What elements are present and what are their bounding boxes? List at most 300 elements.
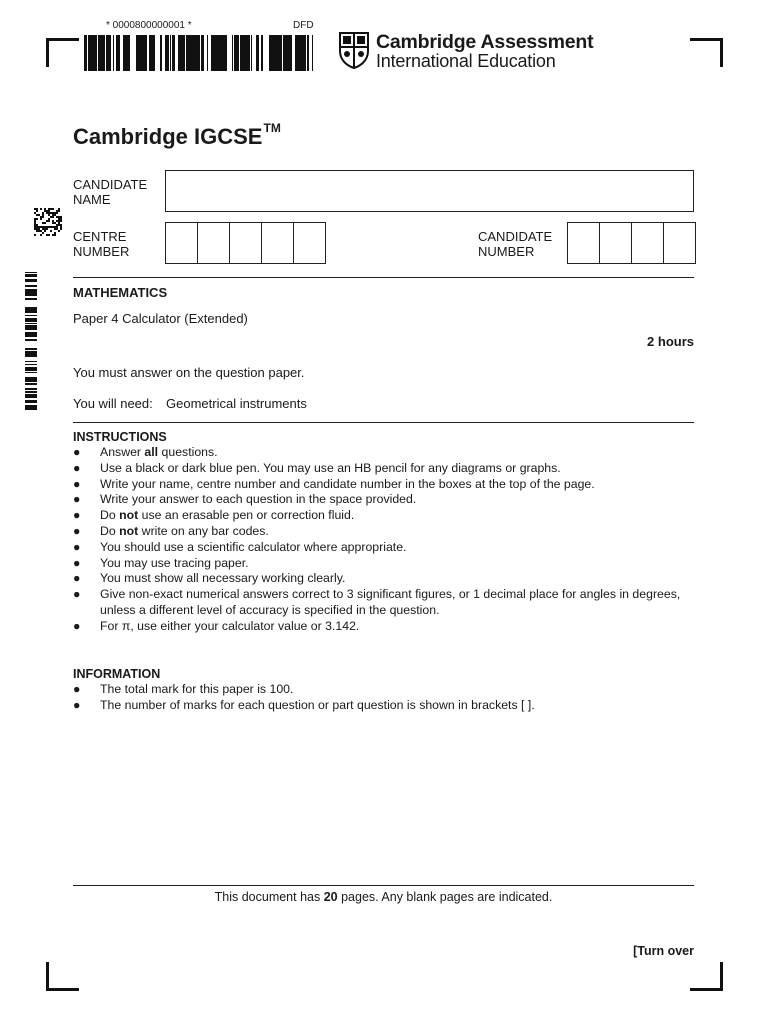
qr-module [36,214,38,216]
qr-module [44,226,46,228]
page-title [73,120,281,150]
qr-module [54,222,56,224]
barcode-bar [191,35,194,71]
qr-module [60,218,62,220]
centre-number-field[interactable] [165,222,326,264]
side-barcode-bar [25,325,37,327]
qr-module [56,228,58,230]
barcode-bar [84,35,85,71]
qr-module [48,226,50,228]
item-text: You should use a scientific calculator where appropriate. [100,539,407,554]
barcode-bar [269,35,272,71]
barcode-bar [161,35,162,71]
qr-module [58,230,60,232]
barcode-bar [145,35,147,71]
qr-module [36,208,38,210]
qr-module [60,216,62,218]
barcode-bar [128,35,130,71]
candidate-digit-box[interactable] [664,223,695,263]
side-barcode-bar [25,394,37,395]
bullet-icon: ● [73,587,81,602]
side-barcode-bar [25,274,37,275]
barcode-bar [184,35,185,71]
barcode-bar [286,35,288,71]
candidate-digit-box[interactable] [568,223,600,263]
candidate-number-label [478,229,552,259]
footer-divider [73,885,694,886]
side-barcode-bar [25,332,37,333]
barcode-bar [136,35,138,71]
side-barcode-bar [25,401,37,403]
qr-module [34,224,36,226]
qr-module [52,214,54,216]
qr-module [54,212,56,214]
barcode-bar [85,35,86,71]
item-text: For π, use either your calculator value or 3.142. [100,618,360,633]
bullet-icon: ● [73,539,81,554]
barcode-bar [217,35,220,71]
turn-over-label: [Turn over [633,944,694,958]
qr-module [60,220,62,222]
side-barcode-bar [25,407,37,408]
centre-digit-box[interactable] [230,223,262,263]
qr-module [52,234,54,236]
barcode-bar [301,35,304,71]
item-text: use an erasable pen or correction fluid. [138,508,355,523]
side-barcode-bar [25,286,37,287]
qr-module [56,224,58,226]
barcode-bar [258,35,259,71]
candidate-number-label-line2: NUMBER [478,244,535,259]
bullet-icon: ● [73,460,81,475]
answer-note: You must answer on the question paper. [73,365,305,380]
qr-module [38,230,40,232]
candidate-number-field[interactable] [567,222,696,264]
side-barcode-bar [25,275,37,277]
barcode-bar [241,35,243,71]
barcode-bar [170,35,171,71]
side-barcode-bar [25,405,37,407]
page-count-note [73,890,694,904]
barcode-bar [238,35,239,71]
information-list [73,682,694,714]
qr-module [52,208,54,210]
side-barcode-bar [25,312,37,313]
barcode-bar [182,35,184,71]
barcode-bar [100,35,102,71]
corner-mark-bottom-right [690,962,723,991]
item-text: Give non-exact numerical answers correct to 3 significant figures, or 1 decimal place for angles in degrees, unless a different level of accuracy is specified in the question. [100,587,681,617]
qr-module [58,208,60,210]
page-count-post: pages. Any blank pages are indicated. [337,890,553,904]
candidate-digit-box[interactable] [600,223,632,263]
qr-module [40,226,42,228]
barcode-bar [94,35,96,71]
barcode-bar [123,35,124,71]
list-item [73,477,694,493]
barcode-bar [167,35,168,71]
barcode-bar [281,35,282,71]
barcode-bar [283,35,286,71]
barcode-bar [234,35,236,71]
bullet-icon: ● [73,571,81,586]
qr-module [36,228,38,230]
barcode-bar [181,35,182,71]
qr-module [56,226,58,228]
bullet-icon: ● [73,682,81,696]
barcode-bar [119,35,120,71]
barcode-bar [109,35,111,71]
qr-module [44,222,46,224]
barcode-bar [116,35,118,71]
barcode-bar [207,35,208,71]
need-value: Geometrical instruments [166,396,307,411]
qr-module [58,218,60,220]
barcode-bar [251,35,252,71]
barcode-bar [295,35,297,71]
side-barcode-bar [25,377,37,378]
qr-module [52,212,54,214]
barcode-bar [232,35,233,71]
list-item [73,445,694,461]
list-item [73,508,694,524]
dfd-code: DFD [293,20,314,31]
side-barcode-bar [25,289,37,291]
list-item [73,587,694,619]
barcode-bar [243,35,244,71]
barcode-bar [107,35,109,71]
barcode-bar [261,35,262,71]
barcode-bar [197,35,200,71]
qr-module [38,226,40,228]
barcode-bar [213,35,216,71]
information-heading: INFORMATION [73,667,161,681]
barcode-bar [124,35,125,71]
item-text: Write your name, centre number and candidate number in the boxes at the top of the page. [100,476,595,491]
qr-module [42,212,44,214]
qr-module [58,216,60,218]
qr-module [42,216,44,218]
side-barcode-bar [25,291,37,293]
candidate-name-label-line1: CANDIDATE [73,177,148,192]
centre-digit-box[interactable] [294,223,325,263]
paper-duration: 2 hours [647,334,694,349]
qr-module [42,232,44,234]
corner-mark-top-left [46,38,79,67]
qr-module [44,208,46,210]
barcode-bar [307,35,308,71]
qr-module [40,230,42,232]
side-barcode-bar [25,364,37,365]
barcode-bar [186,35,187,71]
candidate-number-label-line1: CANDIDATE [478,229,553,244]
subject-heading: MATHEMATICS [73,285,168,300]
qr-module [40,234,42,236]
barcode-bar [278,35,281,71]
barcode-bar [86,35,87,71]
barcode-bar [139,35,140,71]
barcode-bar [187,35,190,71]
side-barcode-bar [25,320,37,322]
side-barcode-bar [25,380,37,382]
barcode-bar [93,35,94,71]
qr-module [54,214,56,216]
qr-module [42,226,44,228]
item-text: The number of marks for each question or part question is shown in brackets [ ]. [100,697,535,712]
page-count-pre: This document has [214,890,324,904]
barcode [84,35,314,71]
barcode-bar [226,35,227,71]
qr-module [52,220,54,222]
qr-module [48,214,50,216]
candidate-digit-box[interactable] [632,223,664,263]
logo-text-line1: Cambridge Assessment [376,31,594,53]
item-emphasis: not [119,508,139,523]
side-barcode-bar [25,281,37,282]
centre-number-label-line2: NUMBER [73,244,130,259]
qr-module [60,226,62,228]
side-barcode-bar [25,279,37,281]
list-item [73,682,694,698]
divider [73,277,694,278]
item-text: The total mark for this paper is 100. [100,682,294,696]
item-text: Do [100,523,120,538]
barcode-bar [178,35,181,71]
side-barcode-bar [25,391,37,393]
side-barcode-bar [25,351,37,353]
qr-module [34,228,36,230]
qr-module [48,210,50,212]
barcode-bar [102,35,105,71]
barcode-bar [245,35,248,71]
qr-module [56,210,58,212]
list-item [73,556,694,572]
qr-module [46,234,48,236]
qr-module [44,210,46,212]
barcode-bar [165,35,166,71]
barcode-bar [275,35,278,71]
corner-mark-top-right [690,38,723,67]
barcode-bar [118,35,119,71]
side-barcode-bar [25,353,37,354]
side-barcode-bar [25,285,37,286]
qr-module [58,220,60,222]
qr-module [52,222,54,224]
centre-number-label [73,229,129,259]
candidate-name-field[interactable] [165,170,694,212]
barcode-bar [96,35,97,71]
side-barcode-bar [25,408,37,409]
qr-module [34,212,36,214]
qr-module [36,226,38,228]
divider [73,422,694,423]
centre-digit-box[interactable] [262,223,294,263]
qr-module [48,212,50,214]
qr-module [36,224,38,226]
side-barcode-bar [25,400,37,401]
trademark-symbol: TM [263,120,281,135]
barcode-bar [140,35,143,71]
bullet-icon: ● [73,492,81,507]
barcode-bar [244,35,245,71]
barcode-bar [256,35,258,71]
item-text: You must show all necessary working clearly. [100,571,346,586]
qr-module [48,220,50,222]
corner-mark-bottom-left [46,962,79,991]
barcode-bar [190,35,191,71]
qr-module [50,216,52,218]
side-barcode-bar [25,298,37,300]
barcode-number: * 0000800000001 * [106,20,192,31]
qr-module [42,214,44,216]
qr-module [34,218,36,220]
qr-module [34,222,36,224]
side-barcode-bar [25,333,37,335]
list-item [73,619,694,635]
item-emphasis: not [119,523,139,538]
cambridge-shield-logo [338,31,370,69]
list-item [73,461,694,477]
side-barcode-bar [25,311,37,312]
side-barcode-bar [25,409,37,410]
qr-module [54,234,56,236]
side-barcode-bar [25,372,37,373]
need-label: You will need: [73,396,153,411]
qr-module [48,234,50,236]
qr-module [46,220,48,222]
qr-module [46,228,48,230]
centre-digit-box[interactable] [166,223,198,263]
item-emphasis: all [144,445,159,459]
side-barcode-bar [25,388,37,390]
list-item [73,698,694,714]
barcode-bar [143,35,145,71]
barcode-bar [88,35,90,71]
qr-module [46,226,48,228]
side-barcode-bar [25,335,37,337]
centre-digit-box[interactable] [198,223,230,263]
side-barcode-bar [25,327,37,328]
qr-module [48,208,50,210]
qr-module [44,230,46,232]
barcode-bar [305,35,306,71]
side-barcode-bar [25,370,37,371]
qr-module [36,210,38,212]
qr-module [54,228,56,230]
barcode-bar [220,35,222,71]
barcode-bar [299,35,301,71]
qr-module [40,216,42,218]
qr-module [46,212,48,214]
qr-module [44,228,46,230]
side-barcode-bar [25,383,37,385]
qr-module [40,208,42,210]
instructions-heading: INSTRUCTIONS [73,430,167,444]
barcode-bar [297,35,298,71]
item-text: Answer [100,445,145,459]
qr-module [56,220,58,222]
barcode-bar [288,35,290,71]
item-text: questions. [158,445,218,459]
barcode-bar [298,35,299,71]
barcode-bar [240,35,241,71]
barcode-bar [291,35,292,71]
side-barcode-bar [25,396,37,398]
bullet-icon: ● [73,555,81,570]
barcode-bar [273,35,275,71]
candidate-name-label [73,177,147,207]
logo-text-line2: International Education [376,51,556,71]
side-barcode-bar [25,328,37,330]
bullet-icon: ● [73,476,81,491]
qr-module [34,208,36,210]
side-barcode-bar [25,395,37,396]
barcode-bar [248,35,250,71]
side-barcode-bar [25,348,37,350]
qr-module [50,226,52,228]
bullet-icon: ● [73,445,81,459]
list-item [73,540,694,556]
barcode-bar [106,35,107,71]
barcode-bar [125,35,127,71]
qr-module [34,226,36,228]
barcode-bar [168,35,169,71]
qr-module [34,220,36,222]
qr-module [48,218,50,220]
side-barcode-bar [25,315,37,316]
qr-module [60,224,62,226]
bullet-icon: ● [73,618,81,633]
side-barcode-bar [25,339,37,341]
barcode-bar [154,35,155,71]
barcode-bar [98,35,100,71]
barcode-bar [237,35,238,71]
barcode-bar [127,35,128,71]
instructions-list [73,445,694,635]
barcode-bar [236,35,237,71]
barcode-bar [272,35,273,71]
barcode-bar [262,35,263,71]
list-item [73,571,694,587]
side-barcode-bar [25,369,37,370]
barcode-bar [216,35,217,71]
bullet-icon: ● [73,508,81,523]
side-barcode-bar [25,354,37,356]
barcode-bar [138,35,139,71]
title-text: Cambridge IGCSE [73,124,263,149]
side-barcode-bar [25,361,37,362]
qr-module [54,232,56,234]
qr-module [40,218,42,220]
list-item [73,492,694,508]
qr-module [38,228,40,230]
qr-module [56,212,58,214]
centre-number-label-line1: CENTRE [73,229,127,244]
side-barcode-bar [25,318,37,320]
bullet-icon: ● [73,523,81,538]
qr-module [58,222,60,224]
side-barcode-bar [25,378,37,380]
barcode-bar [160,35,161,71]
qr-module [42,228,44,230]
item-text: Do [100,508,120,523]
qr-module [52,226,54,228]
item-text: write on any bar codes. [138,523,269,538]
qr-module [58,224,60,226]
barcode-bar [312,35,313,71]
barcode-bar [172,35,173,71]
barcode-bar [174,35,175,71]
